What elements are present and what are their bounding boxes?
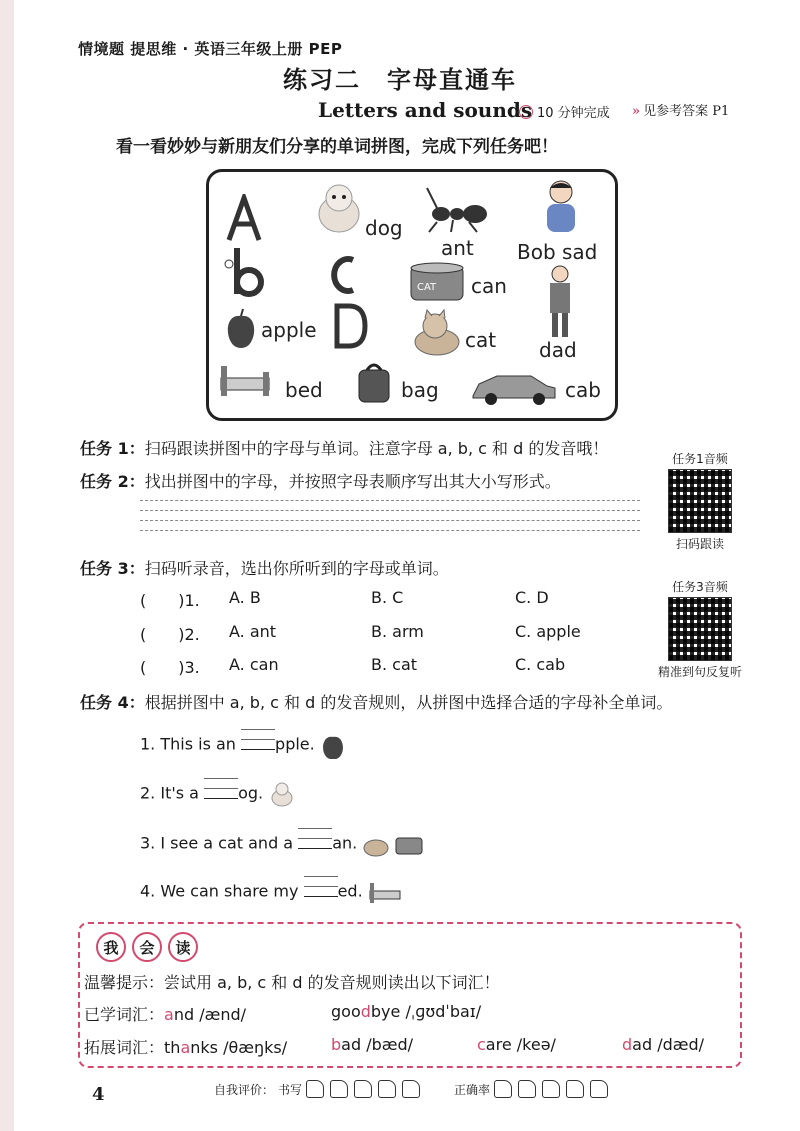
extended-word-bad xyxy=(331,1035,413,1054)
word-puzzle xyxy=(206,169,618,421)
fill-1-suffix: pple. xyxy=(275,734,315,754)
qr-task-1[interactable] xyxy=(660,450,740,552)
letter-b-character-icon xyxy=(217,244,271,300)
page-title: 练习二 字母直通车 xyxy=(283,66,517,94)
eval-accuracy-label: 正确率 xyxy=(454,1082,491,1097)
fill-sentence-2 xyxy=(140,780,296,808)
dog-icon xyxy=(268,780,296,808)
task-3 xyxy=(80,556,449,579)
eval-label: 自我评价： xyxy=(214,1082,275,1097)
thumbs-up-icon[interactable] xyxy=(566,1080,584,1098)
timer-note xyxy=(519,102,610,121)
writing-line[interactable] xyxy=(140,500,640,501)
highlight-letter: a xyxy=(164,1005,174,1024)
timer-text: 10 分钟完成 xyxy=(537,106,610,121)
thumbs-up-icon[interactable] xyxy=(542,1080,560,1098)
qr-code-icon[interactable] xyxy=(668,597,732,661)
thumbs-up-icon[interactable] xyxy=(306,1080,324,1098)
fill-sentence-4 xyxy=(140,879,402,905)
fill-2-blank[interactable] xyxy=(204,798,238,799)
svg-text:CAT: CAT xyxy=(417,282,437,293)
reading-title-char: 我 xyxy=(96,932,126,962)
extended-word-care xyxy=(477,1035,556,1054)
question-1-number[interactable]: ( )1. xyxy=(140,591,200,610)
fill-2-prefix: 2. It's a xyxy=(140,783,205,803)
question-1-option-b[interactable]: B. C xyxy=(371,588,404,607)
fill-2-suffix: og. xyxy=(238,783,264,803)
learned-word-goodbye xyxy=(331,1002,481,1021)
fill-1-blank[interactable] xyxy=(241,749,275,750)
word-dad-rest: ad /dæd/ xyxy=(632,1035,705,1054)
reading-title-char: 读 xyxy=(168,932,198,962)
word-bed: bed xyxy=(285,378,323,402)
qr-task-1-caption: 扫码跟读 xyxy=(675,537,724,551)
fill-4-blank[interactable] xyxy=(304,896,338,897)
fill-3-suffix: an. xyxy=(332,833,358,853)
apple-icon xyxy=(320,731,346,759)
question-1-option-c[interactable]: C. D xyxy=(515,588,549,607)
eval-writing-label: 书写 xyxy=(278,1082,303,1097)
thumbs-up-icon[interactable] xyxy=(590,1080,608,1098)
word-dad: dad xyxy=(539,338,577,362)
word-ant: ant xyxy=(441,236,474,260)
writing-line[interactable] xyxy=(140,510,640,511)
ant-icon xyxy=(423,178,493,236)
extended-label: 拓展词汇： xyxy=(84,1038,165,1057)
word-bob-sad: Bob sad xyxy=(517,240,598,264)
question-1-option-a[interactable]: A. B xyxy=(229,588,261,607)
word-goodbye-prefix: goo xyxy=(331,1002,361,1021)
learned-label: 已学词汇： xyxy=(84,1005,165,1024)
double-chevron-icon: » xyxy=(632,104,641,119)
fill-3-prefix: 3. I see a cat and a xyxy=(140,833,299,853)
word-bag: bag xyxy=(401,378,439,402)
qr-task-1-title: 任务1音频 xyxy=(666,450,734,467)
question-3-number[interactable]: ( )3. xyxy=(140,658,200,677)
thumbs-up-icon[interactable] xyxy=(402,1080,420,1098)
dog-icon xyxy=(309,180,369,236)
book-header: 情境题 提思维 · 英语三年级上册 PEP xyxy=(78,40,343,58)
question-2-option-c[interactable]: C. apple xyxy=(515,622,581,641)
qr-task-3[interactable] xyxy=(650,578,750,680)
extended-words xyxy=(84,1035,287,1058)
answer-reference-text: 见参考答案 P1 xyxy=(643,104,730,119)
question-2-option-b[interactable]: B. arm xyxy=(371,622,424,641)
qr-task-3-title: 任务3音频 xyxy=(666,578,734,595)
highlight-letter: d xyxy=(622,1035,633,1054)
self-evaluation xyxy=(214,1080,610,1098)
thumbs-up-icon[interactable] xyxy=(330,1080,348,1098)
question-2-option-a[interactable]: A. ant xyxy=(229,622,277,641)
writing-line[interactable] xyxy=(140,520,640,521)
task-1-label: 任务 1： xyxy=(80,439,145,458)
bed-icon xyxy=(217,360,273,400)
question-3-option-a[interactable]: A. can xyxy=(229,655,279,674)
clock-icon xyxy=(519,105,533,119)
word-cat: cat xyxy=(465,328,497,352)
letter-d-character-icon xyxy=(329,300,371,352)
task-3-label: 任务 3： xyxy=(80,559,145,578)
word-apple: apple xyxy=(261,318,317,342)
word-cab: cab xyxy=(565,378,601,402)
fill-1-prefix: 1. This is an xyxy=(140,734,242,754)
word-goodbye-rest: bye /ˌɡʊdˈbaɪ/ xyxy=(370,1002,482,1021)
bag-icon xyxy=(355,360,393,406)
word-care-rest: are /keə/ xyxy=(485,1035,556,1054)
question-2-number[interactable]: ( )2. xyxy=(140,625,200,644)
fill-sentence-3 xyxy=(140,830,426,858)
extended-word-dad xyxy=(622,1035,704,1054)
thumbs-up-icon[interactable] xyxy=(494,1080,512,1098)
writing-line[interactable] xyxy=(140,530,640,531)
qr-task-3-caption: 精准到句反复听 xyxy=(657,665,742,679)
highlight-letter: a xyxy=(180,1038,191,1057)
task-1-text: 扫码跟读拼图中的字母与单词。注意字母 a, b, c 和 d 的发音哦！ xyxy=(144,439,609,458)
highlight-letter: b xyxy=(331,1035,342,1054)
letter-a-character-icon xyxy=(225,194,263,244)
qr-code-icon[interactable] xyxy=(668,469,732,533)
page-number: 4 xyxy=(92,1084,105,1105)
word-can: can xyxy=(471,274,507,298)
cat-icon xyxy=(409,308,465,358)
task-1 xyxy=(80,436,608,459)
word-dog: dog xyxy=(365,216,403,240)
thumbs-up-icon[interactable] xyxy=(354,1080,372,1098)
answer-reference xyxy=(632,100,729,119)
word-thanks-rest: nks /θæŋks/ xyxy=(190,1038,288,1057)
question-3-option-b[interactable]: B. cat xyxy=(371,655,418,674)
fill-3-blank[interactable] xyxy=(298,848,332,849)
thumbs-up-icon[interactable] xyxy=(518,1080,536,1098)
task-2-text: 找出拼图中的字母，并按照字母表顺序写出其大小写形式。 xyxy=(144,472,561,491)
reading-title-char: 会 xyxy=(132,932,162,962)
fill-sentence-1 xyxy=(140,731,346,759)
task-2 xyxy=(80,469,561,492)
task-2-label: 任务 2： xyxy=(80,472,145,491)
can-icon xyxy=(407,260,467,304)
reading-title xyxy=(96,932,198,962)
page-subtitle: Letters and sounds xyxy=(318,98,533,122)
highlight-letter: c xyxy=(477,1035,486,1054)
question-3-option-c[interactable]: C. cab xyxy=(515,655,566,674)
bed-icon xyxy=(368,879,402,905)
cat-and-can-icon xyxy=(362,830,426,858)
sad-boy-icon xyxy=(539,178,583,236)
word-thanks-prefix: th xyxy=(164,1038,181,1057)
fill-4-suffix: ed. xyxy=(337,881,363,901)
page-edge-stripe xyxy=(0,0,14,1131)
word-and: nd /ænd/ xyxy=(173,1005,246,1024)
task-4-label: 任务 4： xyxy=(80,693,145,712)
learned-words xyxy=(84,1002,246,1025)
task-4-text: 根据拼图中 a, b, c 和 d 的发音规则，从拼图中选择合适的字母补全单词。 xyxy=(144,693,673,712)
highlight-letter: d xyxy=(360,1002,371,1021)
task-4 xyxy=(80,690,672,713)
apple-icon xyxy=(223,308,259,350)
task-3-text: 扫码听录音，选出你所听到的字母或单词。 xyxy=(144,559,449,578)
reading-tip: 温馨提示：尝试用 a, b, c 和 d 的发音规则读出以下词汇！ xyxy=(84,973,500,992)
letter-c-character-icon xyxy=(321,250,359,298)
word-bad-rest: ad /bæd/ xyxy=(341,1035,414,1054)
dad-icon xyxy=(545,264,575,340)
cab-icon xyxy=(469,368,559,408)
intro-text: 看一看妙妙与新朋友们分享的单词拼图，完成下列任务吧！ xyxy=(116,137,558,157)
thumbs-up-icon[interactable] xyxy=(378,1080,396,1098)
fill-4-prefix: 4. We can share my xyxy=(140,881,304,901)
